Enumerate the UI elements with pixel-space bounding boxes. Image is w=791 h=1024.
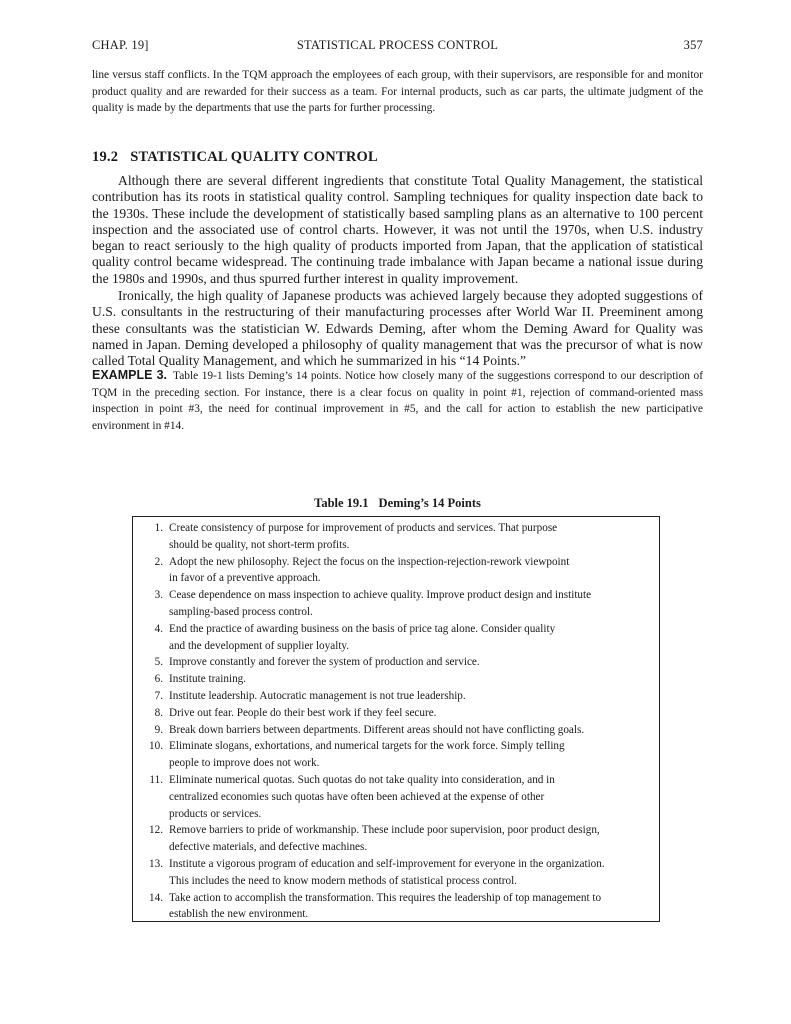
point-number: 10. (149, 740, 163, 753)
table-row (133, 705, 659, 722)
point-number: 4. (154, 622, 163, 635)
table-row (133, 822, 659, 856)
point-number: 8. (154, 706, 163, 719)
point-number: 3. (154, 589, 163, 602)
table-label: Table 19.1 (314, 496, 369, 510)
point-text-line: defective materials, and defective machines. (169, 841, 368, 854)
table-row (133, 856, 659, 890)
point-text-line: in favor of a preventive approach. (169, 572, 321, 585)
point-text-line: should be quality, not short-term profits. (169, 538, 350, 551)
table-row (133, 890, 659, 924)
point-number: 12. (149, 824, 163, 837)
point-text-line: Institute a vigorous program of education and self-improvement for everyone in the organization. (169, 857, 605, 870)
table-caption (92, 496, 703, 511)
table-title: Deming’s 14 Points (378, 496, 481, 510)
body-paragraph: Although there are several different ingredients that constitute Total Quality Management, the statistical contribution has its roots in statistical quality control. Sampling techniques for quality inspection date back to the 1930s. These include the development of statistically based sampling plans as an alternative to 100 percent inspection and the associated use of control charts. However, it was not until the 1970s, when U.S. industry began to react seriously to the high quality of products imported from Japan, that the application of statistical quality control became widespread. The continuing trade imbalance with Japan became a national issue during the 1980s and 1990s, and thus spurred further interest in quality improvement. (92, 173, 703, 286)
table-row (133, 722, 659, 739)
points-list (133, 517, 659, 923)
point-text-line: and the development of supplier loyalty. (169, 639, 350, 652)
point-number: 7. (154, 689, 163, 702)
body-paragraph: Ironically, the high quality of Japanese products was achieved largely because they adopted suggestions of U.S. consultants in the restructuring of their manufacturing processes after World War II. Preeminent among these consultants was the statistician W. Edwards Deming, after whom the Deming Award for Quality was named in Japan. Deming developed a philosophy of quality management that was the precursor of what is now called Total Quality Management, and which he summarized in his “14 Points.” (92, 288, 703, 369)
table-row (133, 772, 659, 822)
point-number: 6. (154, 673, 163, 686)
point-text-line: Break down barriers between departments. Different areas should not have conflicting goals. (169, 723, 585, 736)
table-row (133, 654, 659, 671)
page-number: 357 (683, 38, 703, 52)
point-number: 1. (154, 522, 163, 534)
point-number: 11. (149, 773, 163, 786)
example-paragraph (92, 367, 703, 434)
table-row (133, 520, 659, 554)
section-title: STATISTICAL QUALITY CONTROL (130, 149, 378, 165)
table-row (133, 554, 659, 588)
point-text-line: Create consistency of purpose for improvement of products and services. That purpose (169, 522, 558, 534)
section-heading (92, 149, 378, 166)
point-text-line: people to improve does not work. (169, 757, 320, 770)
point-text-line: Institute training. (169, 673, 247, 686)
point-number: 13. (149, 857, 163, 870)
point-text-line: Remove barriers to pride of workmanship. These include poor supervision, poor product design, (169, 824, 600, 837)
chapter-label: CHAP. 19] (92, 38, 149, 52)
point-text-line: Take action to accomplish the transformation. This requires the leadership of top management to (169, 891, 602, 904)
example-label: EXAMPLE 3. (92, 368, 168, 382)
point-number: 14. (149, 891, 163, 904)
point-text-line: Adopt the new philosophy. Reject the focus on the inspection-rejection-rework viewpoint (169, 555, 570, 568)
point-number: 2. (154, 555, 163, 568)
point-number: 5. (154, 656, 163, 669)
point-text-line: establish the new environment. (169, 908, 309, 921)
point-text-line: End the practice of awarding business on the basis of price tag alone. Consider quality (169, 622, 556, 635)
point-text-line: Drive out fear. People do their best work if they feel secure. (169, 706, 437, 719)
point-text-line: Eliminate slogans, exhortations, and numerical targets for the work force. Simply telling (169, 740, 565, 753)
table-row (133, 621, 659, 655)
point-text-line: Institute leadership. Autocratic management is not true leadership. (169, 689, 466, 702)
point-text-line: products or services. (169, 807, 262, 820)
point-text-line: centralized economies such quotas have often been achieved at the expense of other (169, 790, 545, 803)
point-text-line: sampling-based process control. (169, 605, 313, 618)
point-text-line: Improve constantly and forever the system of production and service. (169, 656, 480, 669)
example-text: Table 19-1 lists Deming’s 14 points. Notice how closely many of the suggestions correspond to our description of TQM in the preceding section. For instance, there is a clear focus on quality in point #1, rejection of command-oriented mass inspection in point #3, the need for continual improvement in #5, and the call for action to establish the new participative environment in #14. (92, 370, 703, 432)
point-number: 9. (154, 723, 163, 736)
running-header (92, 38, 703, 54)
point-text-line: This includes the need to know modern methods of statistical process control. (169, 874, 517, 887)
table-row (133, 688, 659, 705)
table-row (133, 587, 659, 621)
point-text-line: Eliminate numerical quotas. Such quotas do not take quality into consideration, and in (169, 773, 555, 786)
running-title: STATISTICAL PROCESS CONTROL (296, 38, 499, 52)
table-row (133, 671, 659, 688)
intro-paragraph: line versus staff conflicts. In the TQM approach the employees of each group, with their supervisors, are responsible for and monitor product quality and are rewarded for their success as a team. For internal products, such as car parts, the ultimate judgment of the quality is made by the departments that use the parts for further processing. (92, 69, 703, 114)
section-number: 19.2 (92, 149, 119, 165)
demings-points-table (132, 516, 660, 922)
table-row (133, 738, 659, 772)
point-text-line: Cease dependence on mass inspection to achieve quality. Improve product design and institute (169, 589, 592, 602)
